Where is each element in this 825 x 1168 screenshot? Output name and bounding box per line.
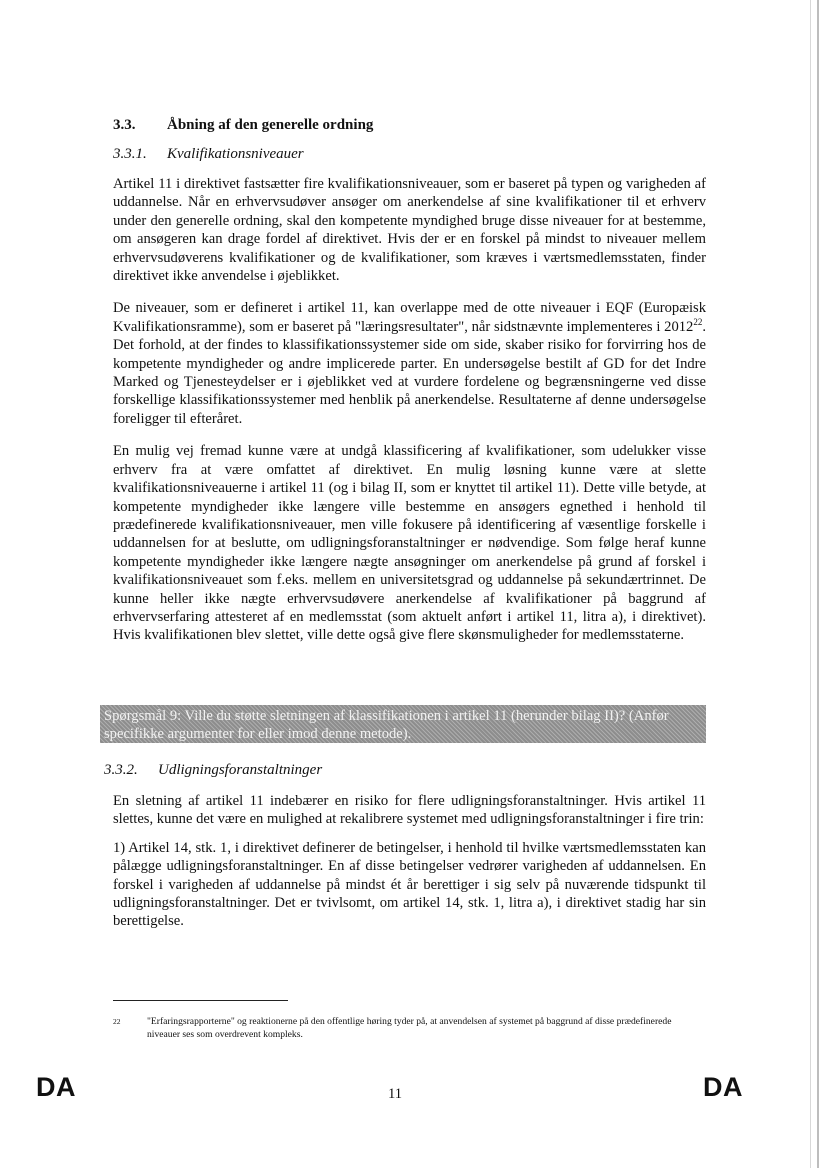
paragraph-2-text-a: De niveauer, som er defineret i artikel 11, kan overlappe med de otte niveauer i EQF (Europæisk Kvalifikationsramme), som er baseret på "læringsresultater", når sidstnævnte implementeres i 2012 xyxy=(113,300,706,335)
subsection-title-1: Kvalifikationsniveauer xyxy=(167,146,304,162)
subsection-title-2: Udligningsforanstaltninger xyxy=(158,762,323,778)
section-title: Åbning af den generelle ordning xyxy=(167,117,374,133)
main-content-2 xyxy=(104,762,706,931)
footnote-ref-22[interactable]: 22 xyxy=(693,316,703,327)
section-heading xyxy=(113,117,706,134)
footnote-text: "Erfaringsrapporterne" og reaktionerne på den offentlige høring tyder på, at anvendelsen af systemet på baggrund af disse prædefinerede niveauer ses som overdrevent kompleks. xyxy=(147,1016,672,1040)
question-box: Spørgsmål 9: Ville du støtte sletningen af klassifikationen i artikel 11 (herunder bilag II)? (Anfør specifikke argumenter for eller imod denne metode). xyxy=(100,705,706,743)
subsection-heading-1 xyxy=(113,146,706,163)
language-code-right: DA xyxy=(703,1072,743,1102)
footnote xyxy=(113,1016,703,1041)
scan-edge-inner xyxy=(810,0,811,1168)
paragraph-1: Artikel 11 i direktivet fastsætter fire kvalifikationsniveauer, som er baseret på typen og varigheden af uddannelse. Når en erhvervsudøver ansøger om anerkendelse af sine kvalifikationer til et erhverv under den generelle ordning, skal den kompetente myndighed bruge disse niveauer for at bestemme, om ansøgeren kan drage fordel af direktivet. Hvis der er en forskel på mindst to niveauer mellem erhvervsudøverens kvalifikationer og de kvalifikationer, som kræves i værtsmedlemsstaten, finder direktivet ikke anvendelse i øjeblikket. xyxy=(113,176,706,285)
footnote-number: 22 xyxy=(113,1017,121,1026)
subsection-number-1: 3.3.1. xyxy=(113,146,147,162)
subsection-heading-2 xyxy=(104,762,706,779)
section-number: 3.3. xyxy=(113,117,136,133)
main-content xyxy=(113,117,706,645)
subsection-number-2: 3.3.2. xyxy=(104,762,138,778)
paragraph-3: En mulig vej fremad kunne være at undgå klassificering af kvalifikationer, som udelukker visse erhverv fra at være omfattet af direktivet. En mulig løsning kunne være at slette kvalifikationsniveauerne i artikel 11 (og i bilag II, som er knyttet til artikel 11). Dette ville betyde, at kompetente myndigheder ikke længere ville bestemme en ansøgers egnethed i henhold til prædefinerede kvalifikationsniveauer, men ville fokusere på identificering af væsentlige forskelle i uddannelsen for at beslutte, om udligningsforanstaltninger er nødvendige. Som følge heraf kunne kompetente myndigheder ikke længere nægte ansøgninger om anerkendelse på grund af forskel i kvalifikationsniveauet som f.eks. mellem en universitetsgrad og uddannelse på sekundærtrinnet. De kunne heller ikke nægte erhvervsudøvere anerkendelse af kvalifikationer på baggrund af erhvervserfaring attesteret af en medlemsstat (som aktuelt anført i artikel 11, litra a), i direktivet). Hvis kvalifikationen blev slettet, ville dette også give flere skønsmuligheder for medlemsstaterne. xyxy=(113,443,706,644)
footnote-separator xyxy=(113,1000,288,1001)
paragraph-2 xyxy=(113,299,706,428)
paragraph-2-text-b: . Det forhold, at der findes to klassifikationssystemer side om side, skaber risiko for forvirring hos de kompetente myndigheder og andre implicerede parter. En undersøgelse bestilt af GD for det Indre Marked og Tjenesteydelser er i øjeblikket ved at vurdere fordelene og begrænsningerne ved disse forskellige klassifikationssystemer med henblik på anerkendelse. Resultaterne af denne undersøgelse foreligger til efteråret. xyxy=(113,318,706,427)
paragraph-4: En sletning af artikel 11 indebærer en risiko for flere udligningsforanstaltninger. Hvis artikel 11 slettes, kunne det være en mulighed at rekalibrere systemet med udligningsforanstaltninger i fire trin: xyxy=(113,793,706,828)
page-number: 11 xyxy=(388,1086,403,1102)
paragraph-5: 1) Artikel 14, stk. 1, i direktivet definerer de betingelser, i henhold til hvilke værtsmedlemsstaten kan pålægge udligningsforanstaltninger. En af disse betingelser vedrører varigheden af uddannelsen. En forskel i varigheden af uddannelse på mindst ét år berettiger i sig selv på nuværende tidspunkt til udligningsforanstaltninger. Det er tvivlsomt, om artikel 14, stk. 1, litra a), i direktivet stadig har sin berettigelse. xyxy=(113,839,706,930)
language-code-left: DA xyxy=(36,1072,76,1102)
scan-edge xyxy=(817,0,819,1168)
